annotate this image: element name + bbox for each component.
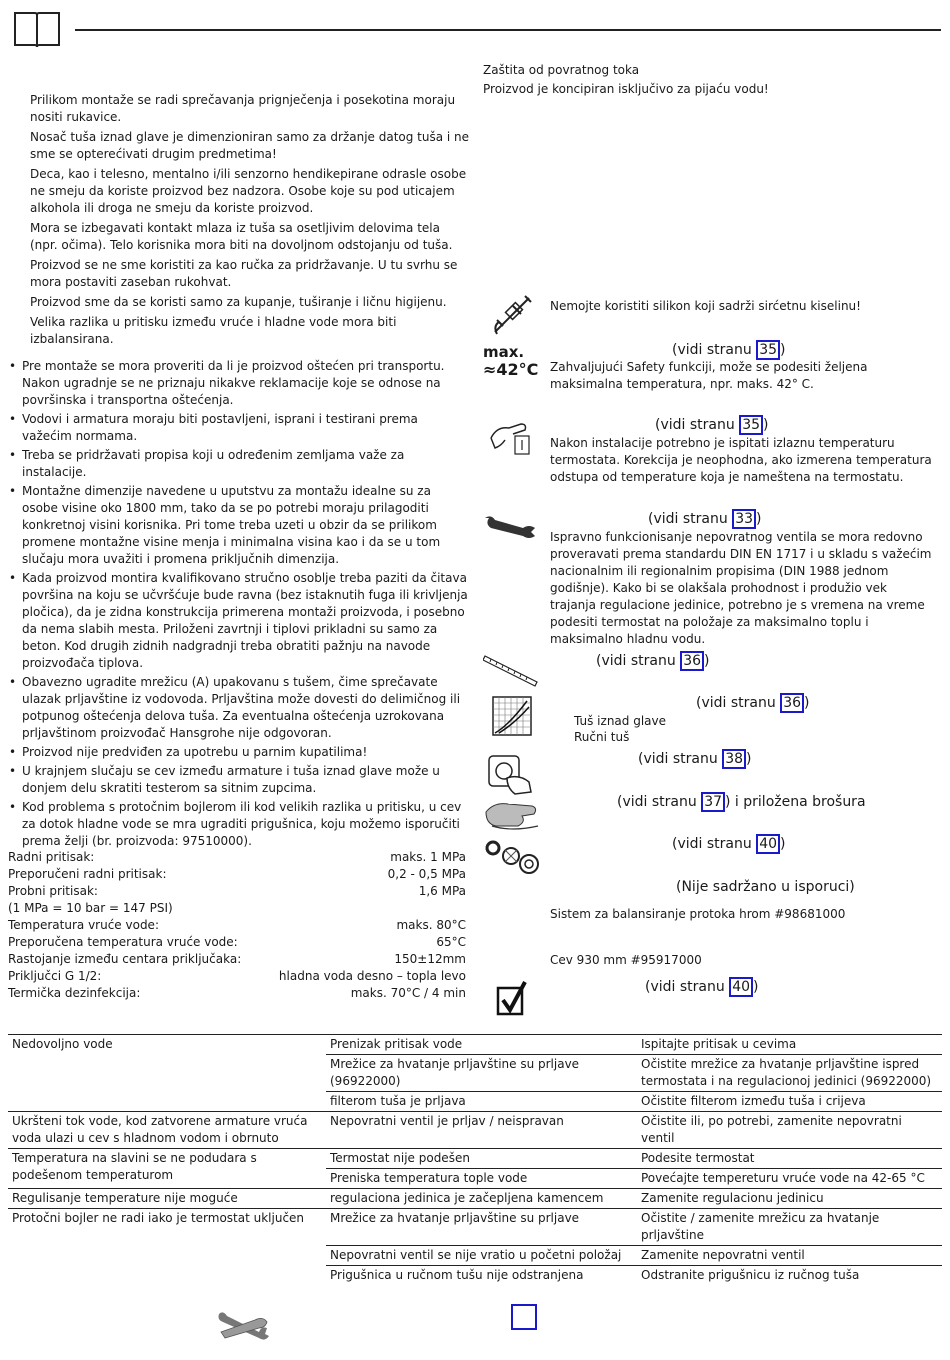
thermostat-check-text: Nakon instalacije potrebno je ispitati izlaznu temperaturu termostata. Korekcija je neophodna, ako izmerena temperatura odstupa od temperature koja je nameštena na termostatu. xyxy=(550,436,932,484)
spec-value: 150±12mm xyxy=(394,952,466,966)
max-temp-label: ≈42°C xyxy=(483,360,539,379)
spec-label: Rastojanje između centara priključaka: xyxy=(8,952,242,966)
cleaning-hand-icon xyxy=(482,796,542,832)
flow-diagram-icon xyxy=(491,695,533,737)
see-page-cleaning: (vidi stranu 37 ) i priložena brošura xyxy=(617,794,866,810)
drinking-water-text: Proizvod je koncipiran isključivo za pijaću vodu! xyxy=(483,82,769,96)
flow-overhead-label: Tuš iznad glave xyxy=(574,714,666,728)
flow-handshower-label: Ručni tuš xyxy=(574,730,630,744)
note-item: • Pre montaže se mora proveriti da li je proizvod oštećen pri transportu. Nakon ugradnje se ne priznaju nikakve reklamacije koje se odnose na površinska i transportna oštećenja. xyxy=(22,358,470,409)
safety-paragraph: Velika razlika u pritisku između vruće i hladne vode mora biti izbalansirana. xyxy=(30,315,397,346)
spec-row xyxy=(8,985,466,1002)
spec-row xyxy=(8,968,466,985)
spec-value: hladna voda desno – topla levo xyxy=(278,969,466,983)
spec-row xyxy=(8,951,466,968)
see-page-maintenance: (vidi stranu 33 ) xyxy=(648,511,762,527)
troubleshooting-table xyxy=(8,1034,942,1285)
safety-instructions xyxy=(30,92,470,351)
note-item: • Proizvod nije predviđen za upotrebu u parnim kupatilima! xyxy=(22,744,470,761)
page-link-40-test[interactable]: 40 xyxy=(729,977,753,997)
remedy-cell: Ispitajte pritisak u cevima xyxy=(637,1035,942,1055)
page-link-40-parts[interactable]: 40 xyxy=(756,834,780,854)
page-link-37[interactable]: 37 xyxy=(701,792,725,812)
backflow-text: Zaštita od povratnog toka xyxy=(483,63,640,77)
technical-specs xyxy=(8,849,466,1002)
page-number-box xyxy=(511,1304,537,1330)
spare-parts-icon xyxy=(483,836,541,876)
note-item: • Obavezno ugradite mrežicu (A) upakovanu s tušem, čime sprečavate ulazak prljavštine iz vodovoda. Prljavština može dovesti do delimičnog ili potpunog oštećenja delova tuša. Za eventualna oštećenja uzrokovana prljavštinom proizvođač Hansgrohe nije odgovoran. xyxy=(22,674,470,742)
table-row xyxy=(8,1035,942,1055)
spec-label: Preporučena temperatura vruće vode: xyxy=(8,935,238,949)
cause-cell: filterom tuša je prljava xyxy=(326,1092,637,1112)
spec-value: 1,6 MPa xyxy=(418,884,466,898)
note-item: • Kod problema s protočnim bojlerom ili kod velikih razlika u pritisku, u cev za dotok hladne vode se mra ugraditi prigušnica, koju možemo isporučiti prema želji (br. proizvoda: 97510000). xyxy=(22,799,470,850)
not-included-heading: (Nije sadržano u isporuci) xyxy=(676,879,855,895)
cause-cell: Nepovratni ventil se nije vratio u početni položaj xyxy=(326,1246,637,1266)
spec-label: Temperatura vruće vode: xyxy=(8,918,159,932)
see-page-handle: (vidi stranu 38 ) xyxy=(638,751,752,767)
page-link-35-thermostat[interactable]: 35 xyxy=(739,415,763,435)
spec-row xyxy=(8,917,466,934)
problem-cell: Regulisanje temperature nije moguće xyxy=(8,1189,326,1209)
accessory-pipe: Cev 930 mm #95917000 xyxy=(550,953,702,967)
problem-cell: Nedovoljno vode xyxy=(8,1035,326,1112)
remedy-cell: Očistite / zamenite mrežicu za hvatanje prljavštine xyxy=(637,1209,942,1246)
note-item: • U krajnjem slučaju se cev između armature i tuša iznad glave može u donjem delu skratiti testerom sa sitnim zupcima. xyxy=(22,763,470,797)
safety-paragraph: Deca, kao i telesno, mentalno i/ili senzorno hendikepirane odrasle osobe ne smeju da koriste proizvod bez nadzora. Osobe koje su pod uticajem alkohola ili droga ne smeju da koriste proizvod. xyxy=(30,167,467,215)
page-link-35-safety[interactable]: 35 xyxy=(756,340,780,360)
table-row xyxy=(8,1189,942,1209)
spec-value: 0,2 - 0,5 MPa xyxy=(387,867,466,881)
book-icon xyxy=(12,10,62,50)
spec-row xyxy=(8,866,466,883)
thermometer-hand-icon xyxy=(487,416,535,458)
cause-cell: Preniska temperatura tople vode xyxy=(326,1169,637,1189)
safety-paragraph: Proizvod se ne sme koristiti za kao ručka za pridržavanje. U tu svrhu se mora postaviti zaseban rukohvat. xyxy=(30,258,458,289)
page-link-36-dimensions[interactable]: 36 xyxy=(680,651,704,671)
remedy-cell: Očistite ili, po potrebi, zamenite nepovratni ventil xyxy=(637,1112,942,1149)
spec-value: maks. 70°C / 4 min xyxy=(350,986,466,1000)
remedy-cell: Očistite filterom između tuša i crijeva xyxy=(637,1092,942,1112)
spec-value: maks. 80°C xyxy=(396,918,466,932)
note-item: • Montažne dimenzije navedene u uputstvu za montažu idealne su za osobe visine oko 1800 mm, tako da se po potrebi moraju prilagoditi konkretnoj visini korisnika. Pri tome treba uzeti u obzir da se prilikom promene montažne visine menja i minimalna visina kao i da se u tom slučaju mora uvažiti i promena priključnih dimenzija. xyxy=(22,483,470,568)
cause-cell: Prenizak pritisak vode xyxy=(326,1035,637,1055)
note-item: • Kada proizvod montira kvalifikovano stručno osoblje treba paziti da čitava površina na koju se učvršćuje bude ravna (bez istaknutih fuga ili krivljenja pločica), da je zidna konstrukcija primerena montaži proizvoda, i posebno da nema slabih mesta. Priloženi zavrtnji i tiplovi prikladni su samo za beton. Kod drugih zidnih nadgradnji treba obratiti pažnju na navode proizvođača tiplova. xyxy=(22,570,470,672)
safety-paragraph: Nosač tuša iznad glave je dimenzioniran samo za držanje datog tuša i ne sme se opterećivati drugim predmetima! xyxy=(30,130,470,161)
remedy-cell: Očistite mrežice za hvatanje prljavštine ispred termostata i na regulacionoj jedinici (96922000) xyxy=(637,1055,942,1092)
remedy-cell: Povećajte tempereturu vruće vode na 42-65 °C xyxy=(637,1169,942,1189)
spec-row xyxy=(8,934,466,951)
wrench-icon xyxy=(483,512,539,542)
table-row xyxy=(8,1209,942,1246)
note-item: • Vodovi i armatura moraju biti postavljeni, isprani i testirani prema važećim normama. xyxy=(22,411,470,445)
safety-paragraph: Proizvod sme da se koristi samo za kupanje, tuširanje i ličnu higijenu. xyxy=(30,295,447,309)
safety-paragraph: Prilikom montaže se radi sprečavanja prignječenja i posekotina moraju nositi rukavice. xyxy=(30,93,456,124)
tools-icon xyxy=(215,1308,273,1348)
remedy-cell: Odstranite prigušnicu iz ručnog tuša xyxy=(637,1266,942,1286)
problem-cell: Protočni bojler ne radi iako je termostat uključen xyxy=(8,1209,326,1286)
cause-cell: Mrežice za hvatanje prljavštine su prljave (96922000) xyxy=(326,1055,637,1092)
spec-row xyxy=(8,883,466,900)
note-item: • Treba se pridržavati propisa koji u određenim zemljama važe za instalacije. xyxy=(22,447,470,481)
cause-cell: regulaciona jedinica je začepljena kamencem xyxy=(326,1189,637,1209)
spec-label: Probni pritisak: xyxy=(8,884,98,898)
installation-notes xyxy=(8,358,470,852)
remedy-cell: Zamenite regulacionu jedinicu xyxy=(637,1189,942,1209)
cause-cell: Termostat nije podešen xyxy=(326,1149,637,1169)
see-page-parts: (vidi stranu 40 ) xyxy=(672,836,786,852)
see-page-test: (vidi stranu 40 ) xyxy=(645,979,759,995)
see-page-thermostat: (vidi stranu 35 ) xyxy=(655,417,769,433)
see-page-safety: (vidi stranu 35 ) xyxy=(672,342,786,358)
spec-label: Priključci G 1/2: xyxy=(8,969,102,983)
spec-value: maks. 1 MPa xyxy=(390,850,466,864)
cause-cell: Prigušnica u ručnom tušu nije odstranjena xyxy=(326,1266,637,1286)
remedy-cell: Podesite termostat xyxy=(637,1149,942,1169)
see-page-flow: (vidi stranu 36 ) xyxy=(696,695,810,711)
problem-cell: Temperatura na slavini se ne podudara s podešenom temperaturom xyxy=(8,1149,326,1189)
spec-row xyxy=(8,900,466,917)
table-row xyxy=(8,1112,942,1149)
spec-label: Termička dezinfekcija: xyxy=(8,986,141,1000)
checkmark-box-icon xyxy=(495,980,529,1018)
silicone-gun-icon xyxy=(487,292,535,340)
safety-text: Zahvaljujući Safety funkciji, može se podesiti željena maksimalna temperatura, npr. maks. 42° C. xyxy=(550,360,868,391)
problem-cell: Ukršteni tok vode, kod zatvorene armature vruća voda ulazi u cev s hladnom vodom i obrnuto xyxy=(8,1112,326,1149)
spec-label: Preporučeni radni pritisak: xyxy=(8,867,167,881)
ruler-icon xyxy=(483,652,539,688)
page-link-38[interactable]: 38 xyxy=(722,749,746,769)
silicone-warning: Nemojte koristiti silikon koji sadrži sirćetnu kiselinu! xyxy=(550,299,861,313)
table-row xyxy=(8,1149,942,1169)
see-page-dimensions: (vidi stranu 36 ) xyxy=(596,653,710,669)
cause-cell: Nepovratni ventil je prljav / neispravan xyxy=(326,1112,637,1149)
spec-row xyxy=(8,849,466,866)
accessory-flow-balancing: Sistem za balansiranje protoka hrom #98681000 xyxy=(550,907,846,921)
page-link-33[interactable]: 33 xyxy=(732,509,756,529)
remedy-cell: Zamenite nepovratni ventil xyxy=(637,1246,942,1266)
header-rule xyxy=(75,29,941,31)
safety-paragraph: Mora se izbegavati kontakt mlaza iz tuša sa osetljivim delovima tela (npr. očima). Telo korisnika mora biti na dovoljnom odstojanju od tuša. xyxy=(30,221,453,252)
page-link-36-flow[interactable]: 36 xyxy=(780,693,804,713)
spec-value: 65°C xyxy=(436,935,466,949)
cause-cell: Mrežice za hvatanje prljavštine su prljave xyxy=(326,1209,637,1246)
maintenance-text: Ispravno funkcionisanje nepovratnog ventila se mora redovno proveravati prema standardu DIN EN 1717 i u skladu s važećim nacionalnim ili regionalnim propisima (DIN 1988 jednom godišnje). Kako bi se olakšala prohodnost i produžio vek trajanja regulacione jedinice, potrebno je s vremena na vreme podesiti termostat na položaje za maksimalno toplu i maksimalno hladnu vodu. xyxy=(550,530,932,646)
spec-label: (1 MPa = 10 bar = 147 PSI) xyxy=(8,901,173,915)
max-label: max. xyxy=(483,343,525,361)
spec-label: Radni pritisak: xyxy=(8,850,95,864)
handle-mounting-icon xyxy=(485,752,535,796)
